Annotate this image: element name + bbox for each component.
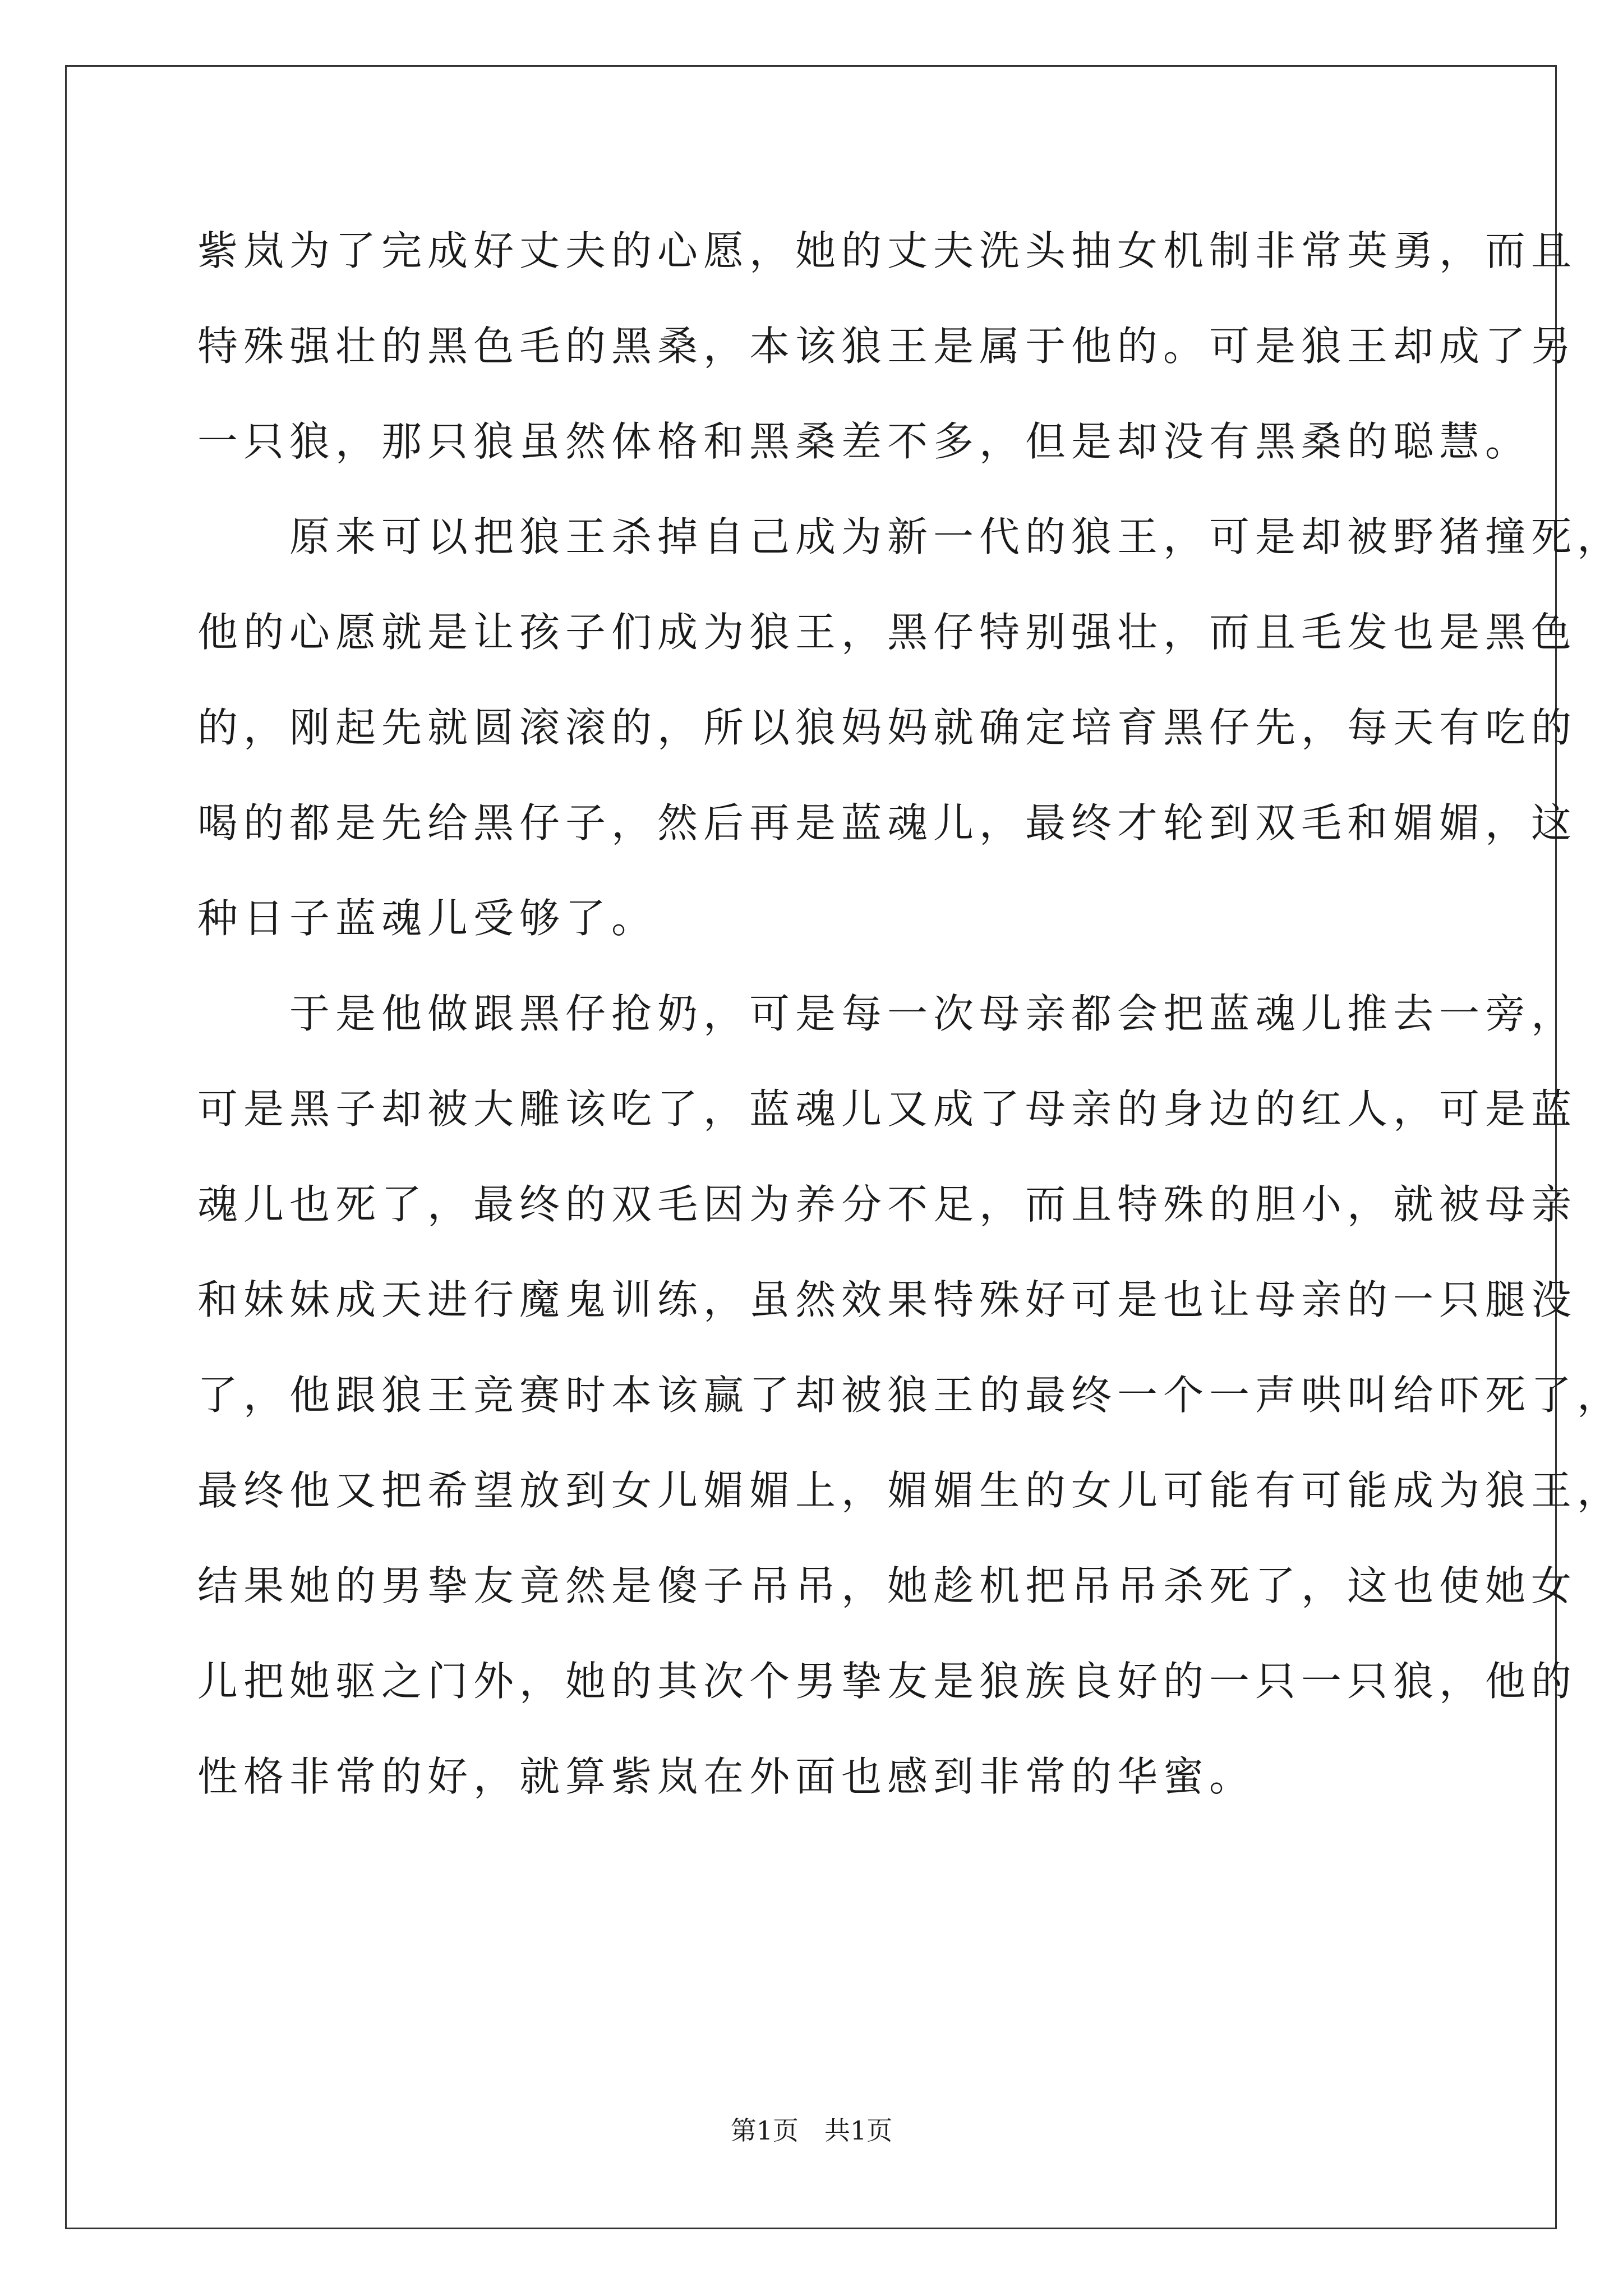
text-line-7: 喝的都是先给黑仔子，然后再是蓝魂儿，最终才轮到双毛和媚媚，这 xyxy=(197,799,1578,846)
text-line-13: 了，他跟狼王竞赛时本该赢了却被狼王的最终一个一声哄叫给吓死了， xyxy=(197,1372,1623,1419)
text-line-16: 儿把她驱之门外，她的其次个男挚友是狼族良好的一只一只狼，他的 xyxy=(197,1658,1578,1705)
text-line-4: 原来可以把狼王杀掉自己成为新一代的狼王，可是却被野猪撞死， xyxy=(197,513,1623,560)
page-footer: 第1页 共1页 xyxy=(730,2115,893,2146)
text-line-8: 种日子蓝魂儿受够了。 xyxy=(197,895,658,942)
text-line-15: 结果她的男挚友竟然是傻子吊吊，她趁机把吊吊杀死了，这也使她女 xyxy=(197,1562,1578,1609)
text-line-14: 最终他又把希望放到女儿媚媚上，媚媚生的女儿可能有可能成为狼王， xyxy=(197,1467,1623,1514)
text-line-17: 性格非常的好，就算紫岚在外面也感到非常的华蜜。 xyxy=(197,1753,1256,1800)
text-line-3: 一只狼，那只狼虽然体格和黑桑差不多，但是却没有黑桑的聪慧。 xyxy=(197,418,1532,465)
document-body xyxy=(197,203,1623,1824)
text-line-6: 的，刚起先就圆滚滚的，所以狼妈妈就确定培育黑仔先，每天有吃的 xyxy=(197,704,1578,751)
text-line-11: 魂儿也死了，最终的双毛因为养分不足，而且特殊的胆小，就被母亲 xyxy=(197,1181,1578,1228)
text-line-12: 和妹妹成天进行魔鬼训练，虽然效果特殊好可是也让母亲的一只腿没 xyxy=(197,1276,1578,1323)
text-line-1: 紫岚为了完成好丈夫的心愿，她的丈夫洗头抽女机制非常英勇，而且 xyxy=(197,227,1578,274)
text-line-9: 于是他做跟黑仔抢奶，可是每一次母亲都会把蓝魂儿推去一旁， xyxy=(197,990,1578,1037)
text-line-5: 他的心愿就是让孩子们成为狼王，黑仔特别强壮，而且毛发也是黑色 xyxy=(197,609,1578,656)
text-line-10: 可是黑子却被大雕该吃了，蓝魂儿又成了母亲的身边的红人，可是蓝 xyxy=(197,1085,1578,1133)
text-line-2: 特殊强壮的黑色毛的黑桑，本该狼王是属于他的。可是狼王却成了另 xyxy=(197,323,1578,370)
